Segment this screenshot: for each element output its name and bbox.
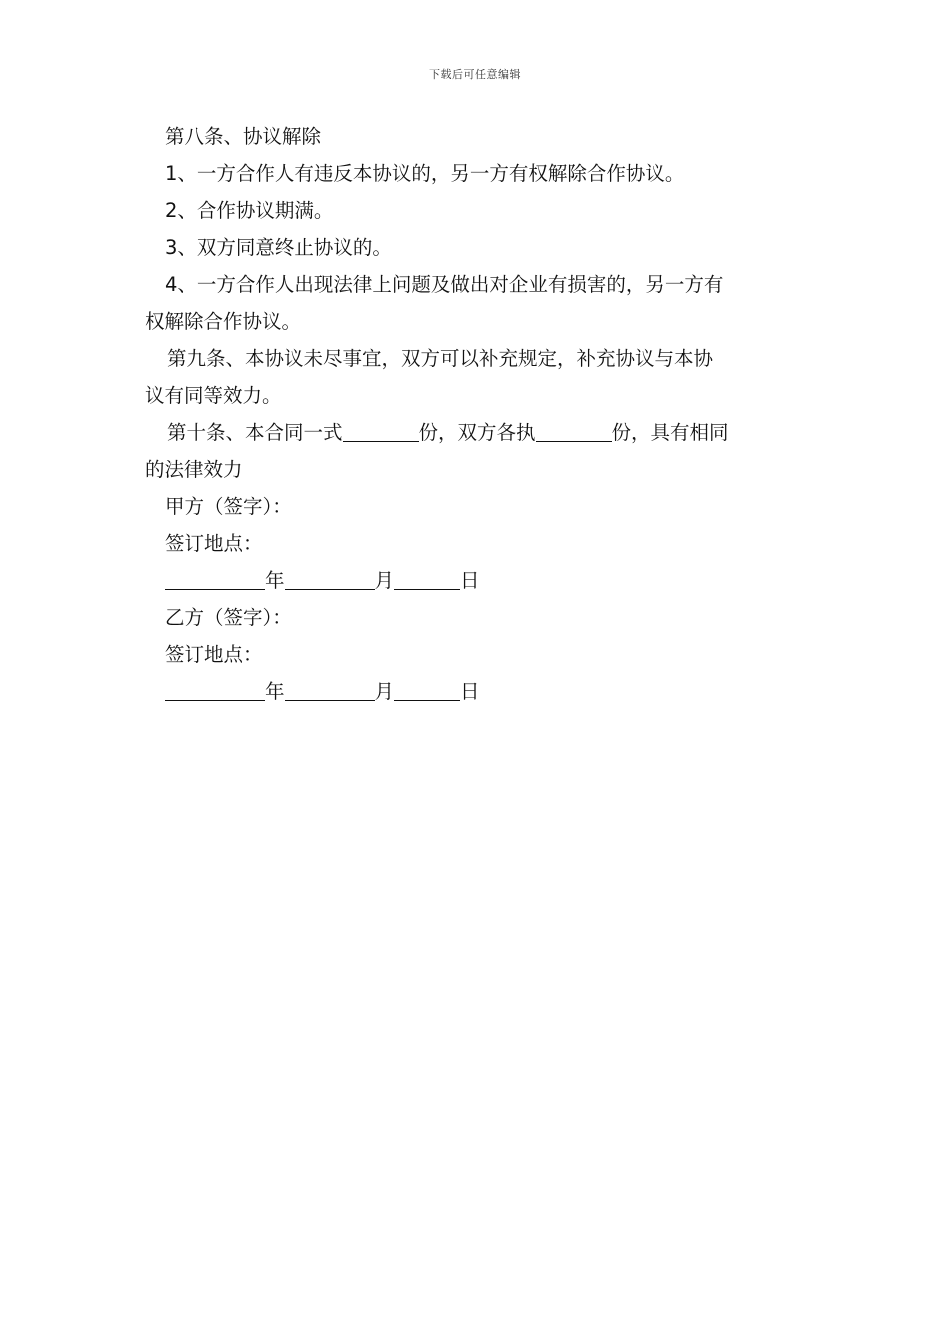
- party-a-date-line: [145, 562, 810, 599]
- article-10-line-1: [145, 414, 810, 451]
- party-a-month-label: 月: [374, 569, 395, 592]
- party-b-month-blank[interactable]: [285, 678, 375, 701]
- article-8-item-4-line-1: 4、一方合作人出现法律上问题及做出对企业有损害的，另一方有: [165, 273, 724, 296]
- party-a-year-label: 年: [265, 569, 285, 592]
- party-b-place-label: 签订地点：: [165, 643, 263, 666]
- party-b-month-label: 月: [374, 680, 395, 703]
- article-9-line-2: 议有同等效力。: [145, 384, 282, 407]
- article-10-line-2: 的法律效力: [145, 458, 243, 481]
- article-10-text-1: 第十条、本合同一式: [167, 421, 343, 444]
- party-a-year-blank[interactable]: [165, 567, 265, 590]
- party-b-date-line: [145, 673, 810, 710]
- article-8-title: 第八条、协议解除: [165, 125, 322, 148]
- party-b-year-label: 年: [265, 680, 285, 703]
- document-body: [145, 118, 810, 710]
- party-b-sign-label: 乙方（签字）：: [165, 606, 292, 629]
- article-8-item-2: 2、合作协议期满。: [165, 199, 334, 222]
- party-b-year-blank[interactable]: [165, 678, 265, 701]
- article-8-item-4-line-2: 权解除合作协议。: [145, 310, 302, 333]
- copies-total-blank[interactable]: [343, 419, 419, 442]
- party-a-day-blank[interactable]: [394, 567, 460, 590]
- article-8-item-3: 3、双方同意终止协议的。: [165, 236, 392, 259]
- article-8-item-1: 1、一方合作人有违反本协议的，另一方有权解除合作协议。: [165, 162, 685, 185]
- party-b-day-blank[interactable]: [394, 678, 460, 701]
- party-a-day-label: 日: [460, 569, 480, 592]
- party-a-place-label: 签订地点：: [165, 532, 263, 555]
- party-a-sign-label: 甲方（签字）：: [165, 495, 292, 518]
- article-9-line-1: 第九条、本协议未尽事宜，双方可以补充规定，补充协议与本协: [167, 347, 714, 370]
- article-10-text-3: 份，具有相同: [611, 421, 729, 444]
- article-10-text-2: 份，双方各执: [418, 421, 536, 444]
- party-a-month-blank[interactable]: [285, 567, 375, 590]
- page-header: 下载后可任意编辑: [429, 68, 521, 81]
- copies-each-blank[interactable]: [536, 419, 612, 442]
- party-b-day-label: 日: [460, 680, 480, 703]
